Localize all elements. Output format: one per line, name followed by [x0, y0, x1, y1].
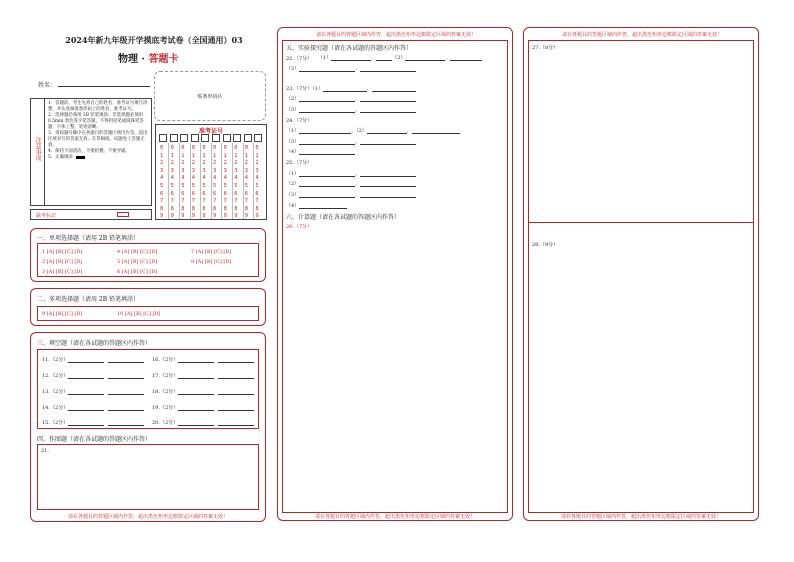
exam-digit-option[interactable]: 8: [202, 205, 206, 212]
exam-digit-option[interactable]: 5: [223, 183, 227, 189]
answer-blank[interactable]: [299, 181, 355, 187]
question-26: 26.（7分）: [286, 224, 313, 230]
answer-blank[interactable]: [450, 55, 482, 61]
fill-question: 12.（2分）: [42, 372, 144, 379]
exam-digit-option[interactable]: 2: [181, 160, 185, 167]
footer-warning: 请在各题目的答题区域内作答，超出黑色矩形边框限定区域的答案无效！: [67, 514, 228, 520]
exam-digit-option[interactable]: 4: [181, 175, 185, 182]
exam-digit-option[interactable]: 1: [223, 152, 227, 159]
exam-digit-option[interactable]: 3: [181, 167, 185, 174]
answer-blank[interactable]: [108, 389, 144, 395]
column2-frame: [277, 27, 513, 521]
exam-digit-option[interactable]: 6: [202, 190, 206, 197]
exam-digit-option[interactable]: 4: [170, 175, 174, 182]
exam-number-box[interactable]: [254, 134, 262, 142]
fill-question: 17.（2分）: [152, 372, 254, 379]
exam-digit-option[interactable]: 0: [234, 145, 238, 151]
exam-digit-option[interactable]: 3: [202, 167, 206, 174]
exam-digit-option[interactable]: 7: [191, 198, 196, 205]
answer-blank[interactable]: [323, 86, 367, 92]
exam-digit-option[interactable]: 8: [170, 205, 174, 212]
exam-title: 2024年新九年级开学摸底考试卷（全国通用）03: [65, 35, 243, 45]
exam-digit-option[interactable]: 7: [181, 198, 185, 205]
filled-sample: [76, 156, 85, 159]
exam-number-box[interactable]: [191, 134, 199, 142]
answer-blank[interactable]: [299, 66, 355, 72]
answer-blank[interactable]: [360, 96, 416, 102]
note-item: 5．正确填涂: [48, 155, 150, 161]
answer-blank[interactable]: [299, 149, 355, 155]
question-27: 27.（8分）: [532, 45, 559, 51]
answer-blank[interactable]: [68, 357, 104, 363]
answer-blank[interactable]: [218, 420, 254, 426]
answer-blank[interactable]: [218, 389, 254, 395]
exam-digit-option[interactable]: 9: [202, 213, 206, 220]
exam-digit-option[interactable]: 1: [255, 152, 259, 159]
choice-row[interactable]: 10 [A] [B] [C] [D]: [117, 311, 161, 317]
exam-digit-option[interactable]: 9: [255, 213, 259, 220]
exam-digit-option[interactable]: 8: [223, 205, 227, 212]
question-22: 22.（7分）: [286, 56, 313, 62]
answer-blank[interactable]: [372, 86, 416, 92]
exam-digit-option[interactable]: 9: [234, 213, 238, 220]
answer-blank[interactable]: [367, 128, 407, 134]
answer-blank[interactable]: [360, 192, 416, 198]
section-multi-choice: [30, 288, 266, 326]
note-item: 4．保持卡面清洁，不要折叠、不要弄破。: [48, 149, 130, 154]
exam-digit-option[interactable]: 2: [234, 160, 238, 167]
barcode-area: [154, 71, 266, 121]
exam-digit-option[interactable]: 2: [244, 160, 249, 167]
exam-digit-option[interactable]: 7: [234, 198, 238, 205]
grid-divider: [253, 143, 254, 219]
exam-digit-option[interactable]: 3: [191, 167, 196, 174]
exam-digit-option[interactable]: 4: [160, 175, 164, 182]
top-warning: 请在各题目的答题区域内作答，超出黑色矩形边框限定区域的答案无效！: [315, 32, 476, 38]
answer-blank[interactable]: [178, 389, 214, 395]
exam-digit-option[interactable]: 8: [234, 205, 238, 212]
exam-digit-option[interactable]: 4: [223, 175, 227, 182]
choice-row[interactable]: 5 [A] [B] [C] [D]: [117, 259, 158, 265]
exam-digit-option[interactable]: 5: [213, 183, 217, 189]
choice-row[interactable]: 6 [A] [B] [C] [D]: [117, 269, 158, 275]
question-21: 21.: [41, 448, 49, 454]
exam-digit-option[interactable]: 4: [234, 175, 238, 182]
notes-divider: [44, 99, 45, 205]
answer-blank[interactable]: [68, 373, 104, 379]
exam-number-box[interactable]: [170, 134, 178, 142]
section-fill-blank: [30, 332, 266, 522]
missing-mark-row: [30, 209, 152, 220]
exam-number-digits: [158, 134, 266, 219]
question-28: 28.（9分）: [532, 242, 559, 248]
fill-question: 18.（2分）: [152, 388, 254, 395]
footer-warning: 请在各题目的答题区域内作答，超出黑色矩形边框限定区域的答案无效！: [314, 514, 475, 520]
exam-digit-option[interactable]: 7: [160, 198, 164, 205]
exam-number-label: 准考证号: [198, 128, 223, 135]
exam-digit-option[interactable]: 8: [181, 205, 185, 212]
exam-digit-option[interactable]: 6: [191, 190, 196, 197]
exam-digit-option[interactable]: 2: [170, 160, 174, 167]
answer-blank[interactable]: [68, 405, 104, 411]
exam-digit-option[interactable]: 9: [244, 213, 249, 220]
exam-digit-option[interactable]: 9: [213, 213, 217, 220]
question-25: 25.（7分）: [286, 160, 313, 166]
fill-question: 11.（2分）: [42, 356, 144, 363]
fill-question: 14.（2分）: [42, 404, 144, 411]
answer-blank[interactable]: [68, 420, 104, 426]
exam-digit-option[interactable]: 6: [213, 190, 217, 197]
exam-digit-option[interactable]: 8: [244, 205, 249, 212]
name-label: 姓名：: [38, 82, 57, 89]
exam-digit-option[interactable]: 6: [244, 190, 249, 197]
exam-digit-option[interactable]: 0: [191, 145, 196, 151]
exam-digit-option[interactable]: 2: [191, 160, 196, 167]
answer-blank[interactable]: [68, 389, 104, 395]
exam-digit-option[interactable]: 1: [191, 152, 196, 159]
exam-digit-option[interactable]: 3: [160, 167, 164, 174]
exam-digit-option[interactable]: 3: [170, 167, 174, 174]
notes-box: [30, 98, 152, 206]
q24-part3: （3） ，: [286, 138, 416, 145]
exam-digit-option[interactable]: 2: [160, 160, 164, 167]
exam-digit-option[interactable]: 4: [244, 175, 249, 182]
section6-title: 六、计算题（请在各试题的答题区内作答）: [286, 214, 401, 221]
exam-digit-option[interactable]: 5: [160, 183, 164, 189]
answer-blank[interactable]: [360, 139, 416, 145]
answer-blank[interactable]: [218, 373, 254, 379]
exam-number-box[interactable]: [180, 134, 188, 142]
exam-digit-option[interactable]: 0: [181, 145, 185, 151]
exam-digit-option[interactable]: 1: [244, 152, 249, 159]
exam-number-box[interactable]: [212, 134, 220, 142]
answer-blank[interactable]: [299, 171, 355, 177]
exam-number-box[interactable]: [223, 134, 231, 142]
fill-question: 15.（2分）: [42, 419, 144, 426]
section-single-choice: [30, 228, 266, 282]
fill-question: 19.（2分）: [152, 404, 254, 411]
note-item: 1．答题前，考生先将自己的姓名、准考证号填写清楚，并认真核准条形码上的姓名、准考证号。: [48, 101, 148, 112]
footer-warning: 请在各题目的答题区域内作答，超出黑色矩形边框限定区域的答案无效！: [560, 514, 721, 520]
exam-digit-option[interactable]: 5: [191, 183, 196, 189]
exam-digit-option[interactable]: 5: [181, 183, 185, 189]
section1-title: 一、单项选择题（请用 2B 铅笔填涂）: [37, 235, 140, 242]
exam-digit-option[interactable]: 0: [202, 145, 206, 151]
column3-frame: [523, 27, 759, 521]
exam-number-box[interactable]: [201, 134, 209, 142]
answer-blank[interactable]: [405, 55, 445, 61]
exam-digit-option[interactable]: 6: [160, 190, 164, 197]
note-item: 3．请按题号顺序在各题目的答题区域内作答，超出区域书写的答案无效；在草稿纸、试题卷上答题无效。: [48, 131, 148, 148]
exam-digit-option[interactable]: 8: [160, 205, 164, 212]
exam-digit-option[interactable]: 6: [170, 190, 174, 197]
fill-question: 16.（2分）: [152, 356, 254, 363]
exam-digit-option[interactable]: 7: [244, 198, 249, 205]
exam-digit-option[interactable]: 6: [255, 190, 259, 197]
answer-blank[interactable]: [360, 171, 416, 177]
exam-number-box[interactable]: [233, 134, 241, 142]
subject-dot: ·: [141, 54, 145, 65]
exam-digit-option[interactable]: 4: [213, 175, 217, 182]
answer-blank[interactable]: [412, 128, 460, 134]
exam-digit-option[interactable]: 1: [234, 152, 238, 159]
answer-blank[interactable]: [108, 373, 144, 379]
answer-blank[interactable]: [360, 66, 416, 72]
answer-blank[interactable]: [299, 107, 355, 113]
choice-row[interactable]: 8 [A] [B] [C] [D]: [191, 259, 232, 265]
exam-digit-option[interactable]: 0: [160, 145, 164, 151]
exam-digit-option[interactable]: 0: [170, 145, 174, 151]
exam-digit-option[interactable]: 2: [255, 160, 259, 167]
exam-digit-option[interactable]: 2: [213, 160, 217, 167]
subject-line: [118, 50, 178, 65]
exam-digit-option[interactable]: 2: [202, 160, 206, 167]
exam-digit-option[interactable]: 3: [213, 167, 217, 174]
missing-mark-box[interactable]: [117, 212, 129, 217]
exam-digit-option[interactable]: 6: [181, 190, 185, 197]
answer-blank[interactable]: [299, 128, 351, 134]
section2-title: 二、多项选择题（请用 2B 铅笔填涂）: [37, 296, 140, 303]
exam-digit-option[interactable]: 3: [255, 167, 259, 174]
exam-digit-option[interactable]: 4: [255, 175, 259, 182]
q22-part3: （3） ，: [286, 65, 416, 72]
grid-divider: [179, 143, 180, 219]
answer-blank[interactable]: [299, 203, 347, 209]
section3-answers: [37, 349, 259, 429]
choice-row[interactable]: 2 [A] [B] [C] [D]: [42, 259, 83, 265]
name-field[interactable]: [58, 80, 150, 87]
exam-digit-option[interactable]: 6: [234, 190, 238, 197]
section3-title: 三、填空题（请在各试题的答题区内作答）: [37, 340, 152, 347]
answer-blank[interactable]: [360, 181, 416, 187]
q24-part4: （4）: [286, 148, 355, 155]
answer-blank[interactable]: [108, 357, 144, 363]
q23-part3: （3） ，: [286, 106, 416, 113]
exam-number-box[interactable]: [244, 134, 252, 142]
subject-name: 物理: [118, 54, 138, 65]
exam-digit-option[interactable]: 1: [181, 152, 185, 159]
answer-blank[interactable]: [218, 357, 254, 363]
answer-blank[interactable]: [178, 357, 214, 363]
exam-digit-option[interactable]: 5: [234, 183, 238, 189]
top-warning: 请在各题目的答题区域内作答，超出黑色矩形边框限定区域的答案无效！: [561, 32, 722, 38]
choice-row[interactable]: 3 [A] [B] [C] [D]: [42, 269, 83, 275]
exam-digit-option[interactable]: 3: [223, 167, 227, 174]
q24-part1: （1） ，（2） ，: [286, 127, 460, 134]
q22-part1: （1） ， （2） ，: [318, 54, 482, 61]
exam-digit-option[interactable]: 3: [244, 167, 249, 174]
exam-digit-option[interactable]: 1: [213, 152, 217, 159]
exam-digit-option[interactable]: 5: [255, 183, 259, 189]
exam-number-box[interactable]: [159, 134, 167, 142]
fill-question: 20.（2分）: [152, 419, 254, 426]
exam-digit-option[interactable]: 4: [202, 175, 206, 182]
exam-digit-option[interactable]: 7: [170, 198, 174, 205]
exam-digit-option[interactable]: 7: [213, 198, 217, 205]
section4-answer-area[interactable]: [37, 444, 259, 510]
q25-part1: （1） ，: [286, 170, 416, 177]
exam-digit-option[interactable]: 0: [244, 145, 249, 151]
section4-title: 四、作图题（请在各试题的答题区内作答）: [37, 436, 152, 443]
exam-number-grid: [155, 124, 267, 220]
exam-digit-option[interactable]: 8: [255, 205, 259, 212]
answer-blank[interactable]: [376, 55, 392, 61]
exam-digit-option[interactable]: 0: [223, 145, 227, 151]
barcode-label: 贴条形码区: [197, 93, 223, 100]
exam-digit-option[interactable]: 5: [202, 183, 206, 189]
answer-blank[interactable]: [108, 420, 144, 426]
grid-divider: [211, 143, 212, 219]
exam-digit-option[interactable]: 7: [202, 198, 206, 205]
exam-digit-option[interactable]: 6: [223, 190, 227, 197]
answer-blank[interactable]: [360, 107, 416, 113]
choice-row[interactable]: 4 [A] [B] [C] [D]: [117, 249, 158, 255]
exam-digit-option[interactable]: 0: [255, 145, 259, 151]
note-item: 2．选择题必须用 2B 铅笔填涂；非选择题必须用 0.5mm 黑色签字笔答题，不得用铅笔或圆珠笔答题；字体工整、笔迹清晰。: [48, 113, 144, 130]
answer-blank[interactable]: [331, 55, 371, 61]
exam-digit-option[interactable]: 3: [234, 167, 238, 174]
choice-row[interactable]: 1 [A] [B] [C] [D]: [42, 249, 83, 255]
exam-digit-option[interactable]: 0: [213, 145, 217, 151]
section5-title: 五、实验探究题（请在各试题的答题区内作答）: [286, 45, 413, 52]
answer-blank[interactable]: [178, 373, 214, 379]
grid-divider: [200, 143, 201, 219]
exam-digit-option[interactable]: 5: [170, 183, 174, 189]
exam-digit-option[interactable]: 1: [170, 152, 174, 159]
answer-blank[interactable]: [218, 405, 254, 411]
exam-digit-option[interactable]: 2: [223, 160, 227, 167]
answer-blank[interactable]: [299, 192, 355, 198]
answer-blank[interactable]: [108, 405, 144, 411]
exam-digit-option[interactable]: 9: [170, 213, 174, 220]
q25-part2: （2） ，: [286, 180, 416, 187]
exam-digit-option[interactable]: 7: [255, 198, 259, 205]
q27-answer-area[interactable]: [528, 40, 754, 223]
exam-digit-option[interactable]: 1: [202, 152, 206, 159]
exam-digit-option[interactable]: 9: [160, 213, 164, 220]
q28-answer-area[interactable]: [528, 223, 754, 513]
exam-digit-option[interactable]: 7: [223, 198, 227, 205]
q25-part4: （4）: [286, 202, 347, 209]
exam-digit-option[interactable]: 9: [181, 213, 185, 220]
exam-digit-option[interactable]: 1: [160, 152, 164, 159]
exam-digit-option[interactable]: 9: [223, 213, 227, 220]
exam-digit-option[interactable]: 5: [244, 183, 249, 189]
grid-divider: [221, 143, 222, 219]
exam-digit-option[interactable]: 9: [191, 213, 196, 220]
answer-blank[interactable]: [299, 96, 355, 102]
exam-digit-option[interactable]: 8: [213, 205, 217, 212]
answer-blank[interactable]: [299, 139, 355, 145]
notes-list: [48, 101, 150, 161]
answer-blank[interactable]: [178, 420, 214, 426]
question-23: 23.（7分）（1） ，: [286, 85, 416, 92]
grid-divider: [190, 143, 191, 219]
choice-row[interactable]: 7 [A] [B] [C] [D]: [191, 249, 232, 255]
grid-divider: [168, 143, 169, 219]
card-type: 答题卡: [148, 54, 179, 65]
exam-digit-option[interactable]: 4: [191, 175, 196, 182]
q23-part2: （2） ，: [286, 95, 416, 102]
grid-divider: [232, 143, 233, 219]
fill-question: 13.（2分）: [42, 388, 144, 395]
q25-part3: （3） ，: [286, 191, 416, 198]
missing-mark-label: 缺考标记: [36, 213, 57, 219]
choice-row[interactable]: 9 [A] [B] [C] [D]: [42, 311, 83, 317]
grid-divider: [243, 143, 244, 219]
question-24: 24.（7分）: [286, 118, 313, 124]
exam-digit-option[interactable]: 8: [191, 205, 196, 212]
answer-blank[interactable]: [178, 405, 214, 411]
notes-side-label: 注意事项: [34, 137, 41, 161]
